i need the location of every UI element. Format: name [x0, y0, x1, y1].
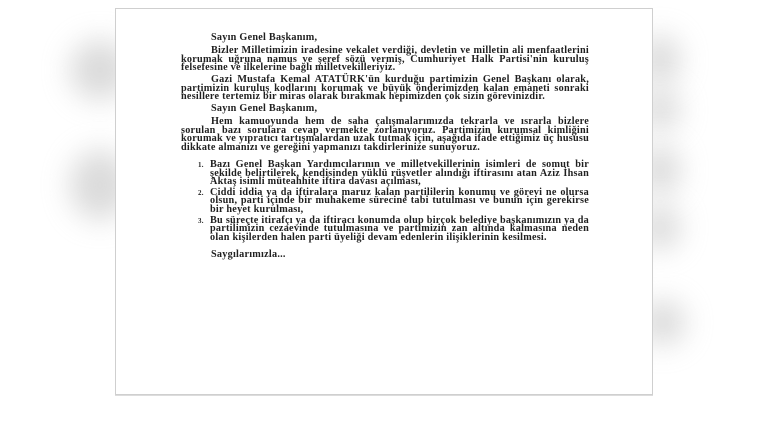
letter-body: [181, 34, 589, 260]
list-text: Ciddi iddia ya da iftiralara maruz kalan partililerin konumu ve görevi ne olursa olsun, parti içinde bir muhakeme sürecine tabi tutulması ve bunun için gerekirse bir heyet kurulması,: [210, 186, 589, 215]
paragraph: Gazi Mustafa Kemal ATATÜRK'ün kurduğu partimizin Genel Başkanı olarak, partimizin kuruluş kodlarını korumak ve büyük önderimizden kalan emaneti sonraki nesillere tertemiz bir miras olarak bırakmak hepimizden çok sizin görevinizdir.: [181, 74, 589, 102]
salutation: Sayın Genel Başkanım,: [211, 32, 318, 43]
list-text: Bu süreçte itirafçı ya da iftiracı konumda olup birçok belediye başkanımızın ya da partilimizin cezaevinde tutulmasına ve partimizin zan altında kalmasına neden olan kişilerden halen parti üyeliği devam edenlerin ilişiklerinin kesilmesi.: [210, 214, 589, 243]
closing: Saygılarımızla...: [211, 249, 286, 261]
list-number: 2.: [198, 188, 204, 197]
paragraph: Hem kamuoyunda hem de saha çalışmalarımızda tekrarla ve ısrarla bizlere sorulan bazı sorulara cevap vermekte zorlanıyoruz. Partimizin kurumsal kimliğini korumak ve yıpratıcı tartışmalardan uzak tutmak için, aşağıda ifade ettiğimiz üç hususu dikkate almanızı ve gereğini yapmanızı takdirlerinize sunuyoruz.: [181, 116, 589, 153]
list-item: [181, 186, 589, 215]
paragraph: Bizler Milletimizin iradesine vekalet verdiği, devletin ve milletin ali menfaatlerini korumak uğruna namus ve şeref sözü vermiş, Cumhuriyet Halk Partisi'nin kuruluş felsefesine ve ilkelerine bağlı milletvekilleriyiz.: [181, 45, 589, 73]
document-page: [115, 8, 653, 395]
list-number: 1.: [198, 161, 204, 169]
list-number: 3.: [198, 216, 204, 225]
request-list: [181, 161, 589, 242]
list-text: Bazı Genel Başkan Yardımcılarının ve milletvekillerinin isimleri de somut bir şekilde belirtilerek, kendisinden yüklü rüşvetler alındığı iftirasını atan Aziz İhsan Aktaş isimli müteahhite iftira davası açılması,: [210, 159, 589, 187]
list-item: [181, 214, 589, 243]
salutation: Sayın Genel Başkanım,: [211, 103, 318, 114]
list-item: [181, 161, 589, 187]
